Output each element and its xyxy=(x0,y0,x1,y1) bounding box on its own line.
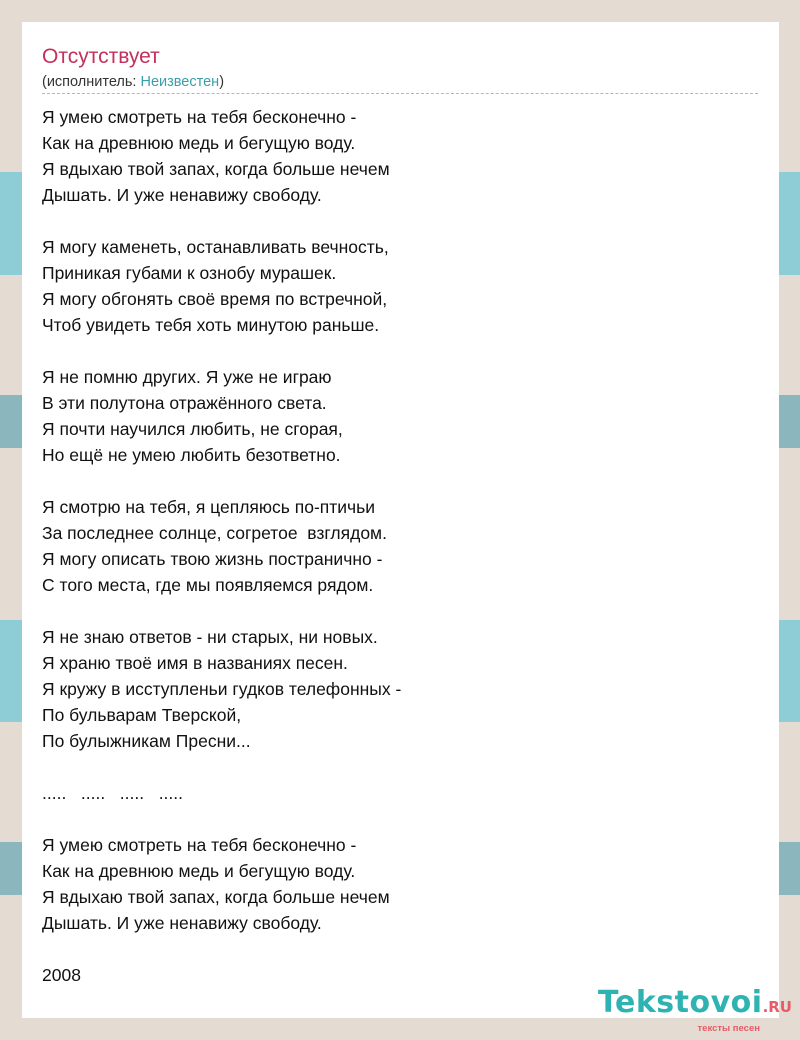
lyric-line: Как на древнюю медь и бегущую воду. xyxy=(42,133,356,153)
artist-link[interactable]: Неизвестен xyxy=(140,74,220,90)
lyric-line: Я умею смотреть на тебя бесконечно - xyxy=(42,107,357,127)
lyric-line: Я не знаю ответов - ни старых, ни новых. xyxy=(42,627,378,647)
lyric-line: Но ещё не умею любить безответно. xyxy=(42,445,341,465)
stanza-break xyxy=(42,338,742,364)
lyric-line: Я не помню других. Я уже не играю xyxy=(42,367,332,387)
logo-tagline: тексты песен xyxy=(697,1023,760,1034)
lyric-line: Я храню твоё имя в названиях песен. xyxy=(42,653,348,673)
lyric-line: С того места, где мы появляемся рядом. xyxy=(42,575,374,595)
lyric-line: Я могу описать твою жизнь постранично - xyxy=(42,549,383,569)
lyric-line: Как на древнюю медь и бегущую воду. xyxy=(42,861,356,881)
lyric-line: Я смотрю на тебя, я цепляюсь по-птичьи xyxy=(42,497,376,517)
lyric-line: Дышать. И уже ненавижу свободу. xyxy=(42,185,322,205)
lyric-line: В эти полутона отражённого света. xyxy=(42,393,327,413)
lyric-line: Я почти научился любить, не сгорая, xyxy=(42,419,343,439)
lyric-line: ..... ..... ..... ..... xyxy=(42,783,183,803)
lyric-line: Дышать. И уже ненавижу свободу. xyxy=(42,913,322,933)
logo-wordmark xyxy=(598,986,792,1024)
logo-tld: .RU xyxy=(762,998,792,1016)
artist-prefix: (исполнитель: xyxy=(42,74,141,90)
title-divider xyxy=(42,93,758,94)
lyric-line: Я кружу в исступленьи гудков телефонных - xyxy=(42,679,402,699)
artist-suffix: ) xyxy=(219,74,225,90)
stanza-break xyxy=(42,208,742,234)
lyric-line: Я могу каменеть, останавливать вечность, xyxy=(42,237,389,257)
lyrics-text xyxy=(42,104,742,936)
artist-line xyxy=(42,73,224,91)
lyric-line: За последнее солнце, согретое взглядом. xyxy=(42,523,387,543)
lyric-line: Я вдыхаю твой запах, когда больше нечем xyxy=(42,887,390,907)
site-logo[interactable] xyxy=(598,986,792,1034)
song-title: Отсутствует xyxy=(42,45,160,68)
lyric-line: По булыжникам Пресни... xyxy=(42,731,251,751)
lyrics-card xyxy=(22,22,779,1018)
lyric-line: Я умею смотреть на тебя бесконечно - xyxy=(42,835,357,855)
stanza-break xyxy=(42,806,742,832)
stanza-break xyxy=(42,468,742,494)
stanza-break xyxy=(42,598,742,624)
lyric-line: Я могу обгонять своё время по встречной, xyxy=(42,289,388,309)
stanza-break xyxy=(42,754,742,780)
lyric-line: Я вдыхаю твой запах, когда больше нечем xyxy=(42,159,390,179)
song-year: 2008 xyxy=(42,965,81,985)
logo-name: Tekstovoi xyxy=(598,985,763,1020)
lyric-line: По бульварам Тверской, xyxy=(42,705,242,725)
lyric-line: Приникая губами к ознобу мурашек. xyxy=(42,263,337,283)
lyric-line: Чтоб увидеть тебя хоть минутою раньше. xyxy=(42,315,380,335)
